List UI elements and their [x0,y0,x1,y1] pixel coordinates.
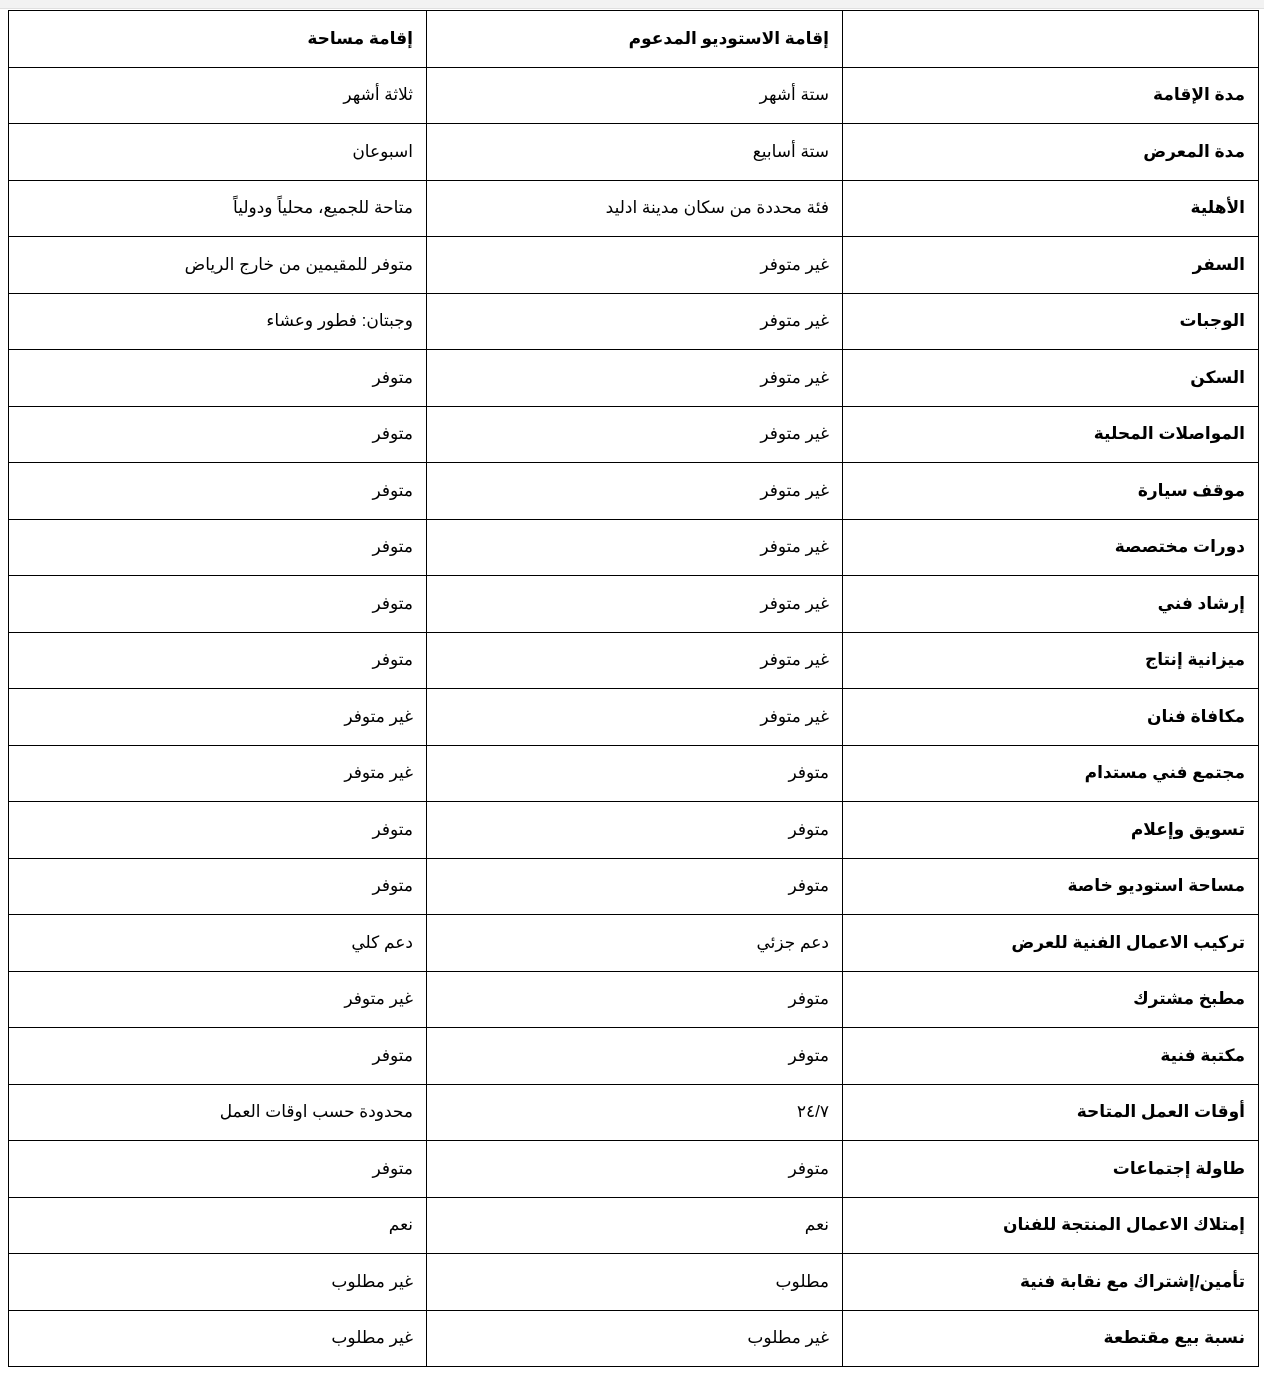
studio-value-cell: ٢٤/٧ [427,1084,843,1141]
studio-value-cell: غير متوفر [427,519,843,576]
studio-value-cell: غير مطلوب [427,1310,843,1367]
masaha-value-cell: متوفر [9,632,427,689]
table-row [9,1141,1259,1198]
studio-value-cell: دعم جزئي [427,915,843,972]
studio-value-cell: غير متوفر [427,463,843,520]
masaha-value-cell: متوفر للمقيمين من خارج الرياض [9,237,427,294]
masaha-value-cell: متوفر [9,1028,427,1085]
row-label-cell: مطبخ مشترك [843,971,1259,1028]
studio-value-cell: غير متوفر [427,293,843,350]
studio-value-cell: غير متوفر [427,237,843,294]
studio-value-cell: غير متوفر [427,689,843,746]
row-label-cell: طاولة إجتماعات [843,1141,1259,1198]
studio-value-cell: متوفر [427,971,843,1028]
studio-value-cell: متوفر [427,858,843,915]
table-row [9,237,1259,294]
row-label-cell: إرشاد فني [843,576,1259,633]
masaha-value-cell: غير متوفر [9,745,427,802]
masaha-value-cell: متوفر [9,463,427,520]
table-row [9,802,1259,859]
row-label-cell: مدة الإقامة [843,67,1259,124]
row-label-cell: الأهلية [843,180,1259,237]
row-label-cell: مكافاة فنان [843,689,1259,746]
row-label-cell: مجتمع فني مستدام [843,745,1259,802]
row-label-cell: نسبة بيع مقتطعة [843,1310,1259,1367]
table-row [9,576,1259,633]
table-row [9,350,1259,407]
table-row [9,632,1259,689]
studio-value-cell: غير متوفر [427,576,843,633]
row-label-cell: تركيب الاعمال الفنية للعرض [843,915,1259,972]
studio-value-cell: فئة محددة من سكان مدينة ادليد [427,180,843,237]
studio-value-cell: متوفر [427,745,843,802]
header-empty-cell [843,11,1259,68]
table-row [9,689,1259,746]
masaha-value-cell: متوفر [9,519,427,576]
header-masaha-residency: إقامة مساحة [9,11,427,68]
table-row [9,1254,1259,1311]
studio-value-cell: غير متوفر [427,632,843,689]
table-row [9,1084,1259,1141]
table-header-row [9,11,1259,68]
table-row [9,406,1259,463]
table-row [9,463,1259,520]
studio-value-cell: نعم [427,1197,843,1254]
table-row [9,293,1259,350]
table-row [9,67,1259,124]
row-label-cell: المواصلات المحلية [843,406,1259,463]
row-label-cell: مدة المعرض [843,124,1259,181]
row-label-cell: دورات مختصصة [843,519,1259,576]
masaha-value-cell: نعم [9,1197,427,1254]
header-studio-residency: إقامة الاستوديو المدعوم [427,11,843,68]
studio-value-cell: غير متوفر [427,350,843,407]
row-label-cell: مساحة استوديو خاصة [843,858,1259,915]
studio-value-cell: ستة أشهر [427,67,843,124]
masaha-value-cell: متوفر [9,802,427,859]
masaha-value-cell: غير متوفر [9,689,427,746]
masaha-value-cell: ثلاثة أشهر [9,67,427,124]
studio-value-cell: ستة أسابيع [427,124,843,181]
row-label-cell: إمتلاك الاعمال المنتجة للفنان [843,1197,1259,1254]
row-label-cell: الوجبات [843,293,1259,350]
row-label-cell: تسويق وإعلام [843,802,1259,859]
table-row [9,180,1259,237]
masaha-value-cell: محدودة حسب اوقات العمل [9,1084,427,1141]
row-label-cell: ميزانية إنتاج [843,632,1259,689]
row-label-cell: تأمين/إشتراك مع نقابة فنية [843,1254,1259,1311]
studio-value-cell: متوفر [427,1141,843,1198]
masaha-value-cell: متوفر [9,350,427,407]
table-row [9,1310,1259,1367]
page-top-strip [0,0,1264,9]
row-label-cell: السفر [843,237,1259,294]
studio-value-cell: مطلوب [427,1254,843,1311]
row-label-cell: موقف سيارة [843,463,1259,520]
table-row [9,971,1259,1028]
masaha-value-cell: متوفر [9,1141,427,1198]
table-row [9,124,1259,181]
table-row [9,1197,1259,1254]
studio-value-cell: متوفر [427,1028,843,1085]
masaha-value-cell: متوفر [9,576,427,633]
masaha-value-cell: وجبتان: فطور وعشاء [9,293,427,350]
table-row [9,745,1259,802]
residency-comparison-table [8,10,1259,1367]
masaha-value-cell: متاحة للجميع، محلياً ودولياً [9,180,427,237]
table-row [9,519,1259,576]
table-row [9,1028,1259,1085]
masaha-value-cell: متوفر [9,858,427,915]
masaha-value-cell: دعم كلي [9,915,427,972]
masaha-value-cell: غير متوفر [9,971,427,1028]
table-row [9,915,1259,972]
masaha-value-cell: اسبوعان [9,124,427,181]
masaha-value-cell: غير مطلوب [9,1254,427,1311]
studio-value-cell: متوفر [427,802,843,859]
masaha-value-cell: غير مطلوب [9,1310,427,1367]
row-label-cell: السكن [843,350,1259,407]
studio-value-cell: غير متوفر [427,406,843,463]
row-label-cell: مكتبة فنية [843,1028,1259,1085]
masaha-value-cell: متوفر [9,406,427,463]
table-row [9,858,1259,915]
row-label-cell: أوقات العمل المتاحة [843,1084,1259,1141]
